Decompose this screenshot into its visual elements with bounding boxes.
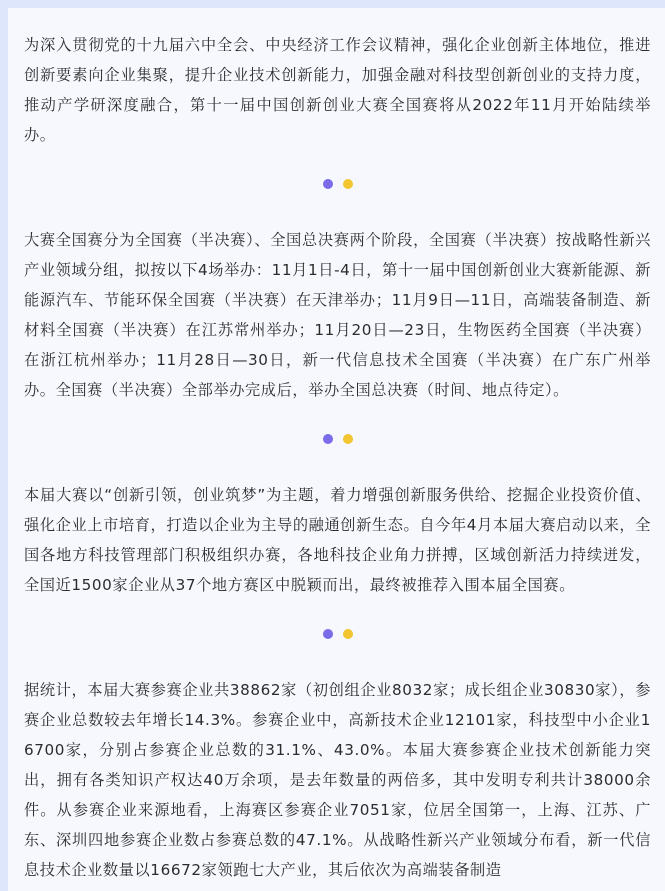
section-divider — [24, 179, 651, 189]
purple-dot-icon — [323, 434, 333, 444]
section-divider — [24, 434, 651, 444]
purple-dot-icon — [323, 179, 333, 189]
purple-dot-icon — [323, 629, 333, 639]
page-frame-left — [0, 0, 8, 891]
yellow-dot-icon — [343, 434, 353, 444]
paragraph-intro: 为深入贯彻党的十九届六中全会、中央经济工作会议精神，强化企业创新主体地位，推进创新要素向企业集聚，提升企业技术创新能力，加强金融对科技型创新创业的支持力度，推动产学研深度融合，第十一届中国创新创业大赛全国赛将从2022年11月开始陆续举办。 — [24, 36, 651, 144]
paragraph-schedule: 大赛全国赛分为全国赛（半决赛）、全国总决赛两个阶段，全国赛（半决赛）按战略性新兴产业领域分组，拟按以下4场举办：11月1日-4日，第十一届中国创新创业大赛新能源、新能源汽车、节能环保全国赛（半决赛）在天津举办；11月9日—11日，高端装备制造、新材料全国赛（半决赛）在江苏常州举办；11月20日—23日，生物医药全国赛（半决赛）在浙江杭州举办；11月28日—30日，新一代信息技术全国赛（半决赛）在广东广州举办。全国赛（半决赛）全部举办完成后，举办全国总决赛（时间、地点待定）。 — [24, 231, 651, 399]
paragraph-statistics: 据统计，本届大赛参赛企业共38862家（初创组企业8032家；成长组企业30830家），参赛企业总数较去年增长14.3%。参赛企业中，高新技术企业12101家，科技型中小企业16700家，分别占参赛企业总数的31.1%、43.0%。本届大赛参赛企业技术创新能力突出，拥有各类知识产权达40万余项，是去年数量的两倍多，其中发明专利共计38000余件。从参赛企业来源地看，上海赛区参赛企业7051家，位居全国第一，上海、江苏、广东、深圳四地参赛企业数占参赛总数的47.1%。从战略性新兴产业领域分布看，新一代信息技术企业数量以16672家领跑七大产业，其后依次为高端装备制造 — [24, 681, 651, 879]
yellow-dot-icon — [343, 179, 353, 189]
article-body — [24, 30, 651, 885]
page-frame-top — [0, 0, 665, 8]
paragraph-theme: 本届大赛以“创新引领，创业筑梦”为主题，着力增强创新服务供给、挖掘企业投资价值、强化企业上市培育，打造以企业为主导的融通创新生态。自今年4月本届大赛启动以来，全国各地方科技管理部门积极组织办赛，各地科技企业角力拼搏，区域创新活力持续迸发，全国近1500家企业从37个地方赛区中脱颖而出，最终被推荐入围本届全国赛。 — [24, 486, 651, 594]
section-divider — [24, 629, 651, 639]
yellow-dot-icon — [343, 629, 353, 639]
